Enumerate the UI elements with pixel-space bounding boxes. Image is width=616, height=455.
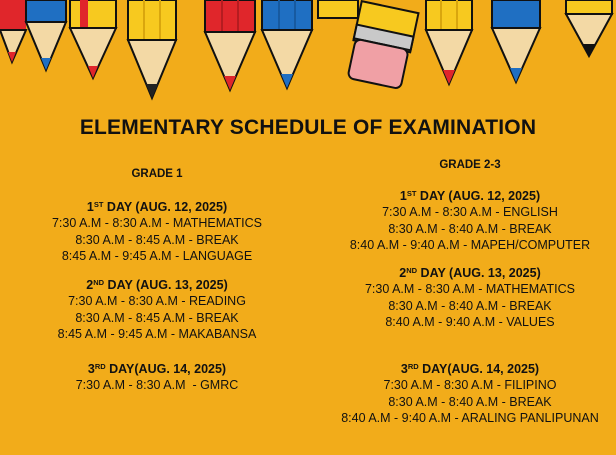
blue-pencil-icon [262,0,312,88]
pencil-border-illustration [0,0,616,110]
schedule-line: 7:30 A.M - 8:30 A.M - READING [68,294,246,308]
schedule-line: 8:45 A.M - 9:45 A.M - LANGUAGE [61,249,253,263]
grade-2-3-heading: GRADE 2-3 [439,159,501,171]
eraser-pencil-icon [318,0,418,89]
yellow-pencil-icon [70,0,116,78]
page-title: ELEMENTARY SCHEDULE OF EXAMINATION [79,116,537,139]
yellow-pencil-icon [566,0,612,56]
schedule-line: 7:30 A.M - 8:30 A.M - GMRC [75,378,239,392]
schedule-line: 7:30 A.M - 8:30 A.M - MATHEMATICS [51,216,262,230]
schedule-line: 7:30 A.M - 8:30 A.M - ENGLISH [382,205,558,219]
grade-2-3-schedule [330,157,610,427]
grade-1-heading: GRADE 1 [131,168,183,180]
yellow-pencil-icon [426,0,472,84]
blue-pencil-icon [26,0,66,70]
day-heading: 1ST DAY (AUG. 12, 2025) [86,199,228,214]
schedule-line: 8:40 A.M - 9:40 A.M - MAPEH/COMPUTER [349,238,591,252]
schedule-line: 8:40 A.M - 9:40 A.M - VALUES [385,315,555,329]
schedule-line: 8:30 A.M - 8:45 A.M - BREAK [75,232,239,247]
day-heading: 3RD DAY(AUG. 14, 2025) [87,361,227,376]
grade-1-schedule [22,166,292,394]
red-pencil-icon [0,0,26,62]
schedule-line: 8:30 A.M - 8:45 A.M - BREAK [75,310,239,325]
schedule-line: 7:30 A.M - 8:30 A.M - FILIPINO [383,378,557,392]
schedule-line: 8:40 A.M - 9:40 A.M - ARALING PANLIPUNAN [341,411,599,425]
day-heading: 3RD DAY(AUG. 14, 2025) [400,361,540,376]
schedule-line: 8:45 A.M - 9:45 A.M - MAKABANSA [57,327,257,341]
red-pencil-icon [205,0,255,90]
schedule-line: 8:30 A.M - 8:40 A.M - BREAK [388,298,552,313]
schedule-line: 7:30 A.M - 8:30 A.M - MATHEMATICS [364,282,575,296]
schedule-line: 8:30 A.M - 8:40 A.M - BREAK [388,221,552,236]
yellow-pencil-icon [128,0,176,98]
day-heading: 2ND DAY (AUG. 13, 2025) [399,265,541,280]
day-heading: 2ND DAY (AUG. 13, 2025) [86,277,228,292]
day-heading: 1ST DAY (AUG. 12, 2025) [399,188,541,203]
blue-pencil-icon [492,0,540,82]
schedule-line: 8:30 A.M - 8:40 A.M - BREAK [388,394,552,409]
